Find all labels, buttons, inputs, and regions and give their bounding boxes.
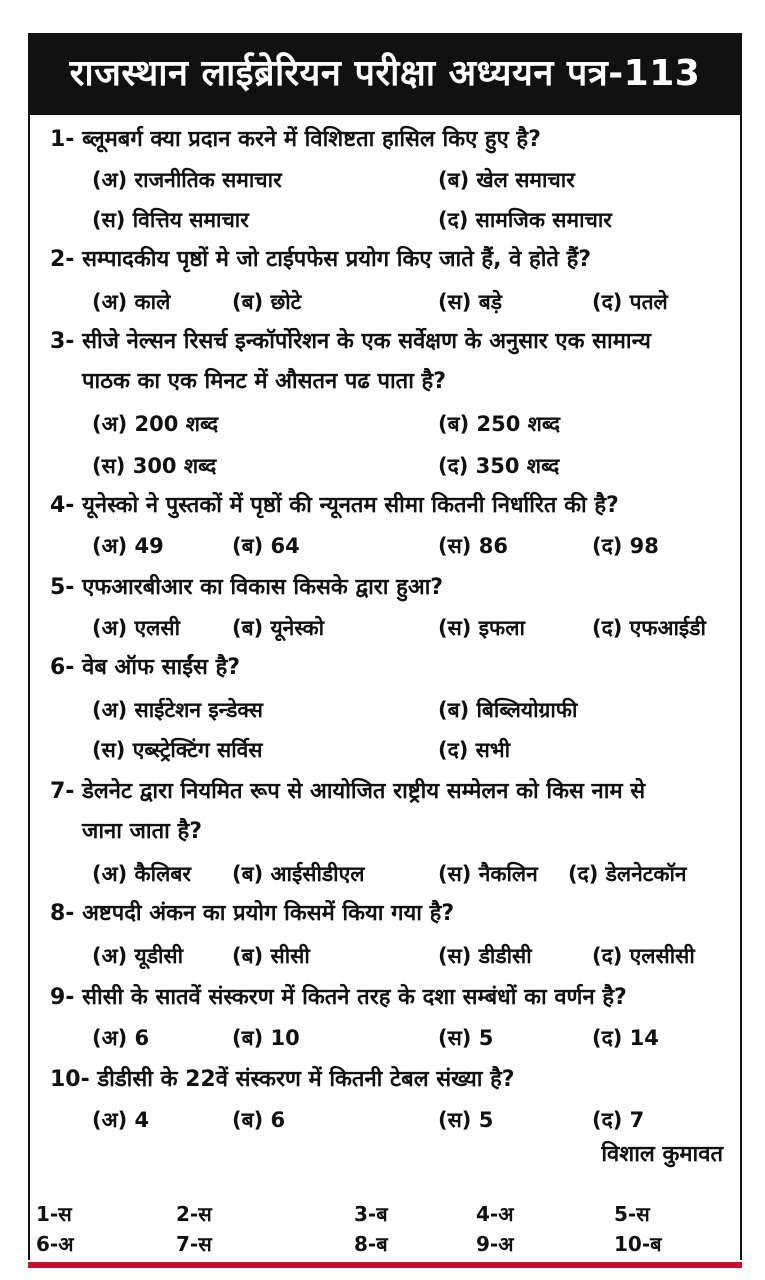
question-10: 10- डीडीसी के 22वें संस्करण में कितनी टेबल संख्या है? <box>50 1067 515 1092</box>
question-3-line2: पाठक का एक मिनट में औसतन पढ पाता है? <box>82 369 446 394</box>
answer: 3-ब <box>354 1202 388 1226</box>
question-3 <box>50 326 725 398</box>
option: (अ) 4 <box>92 1108 150 1132</box>
options-3a <box>92 408 732 440</box>
option: (द) 350 शब्द <box>438 454 560 478</box>
option: (ब) बिब्लियोग्राफी <box>438 698 578 722</box>
option: (स) एब्स्ट्रेक्टिंग सर्विस <box>92 738 263 762</box>
option: (स) वित्तिय समाचार <box>92 208 249 232</box>
options-2 <box>92 286 732 318</box>
answer: 1-स <box>36 1202 72 1226</box>
option: (अ) एलसी <box>92 616 181 640</box>
answer: 2-स <box>176 1202 212 1226</box>
option: (द) 7 <box>592 1108 645 1132</box>
option: (अ) काले <box>92 290 171 314</box>
option: (ब) छोटे <box>232 290 302 314</box>
option: (ब) 10 <box>232 1026 300 1050</box>
question-9: 9- सीसी के सातवें संस्करण में कितने तरह के दशा सम्बंधों का वर्णन है? <box>50 985 627 1010</box>
option: (द) पतले <box>592 290 668 314</box>
question-6: 6- वेब ऑफ साईंस है? <box>50 655 241 680</box>
question-7-line2: जाना जाता है? <box>82 819 202 844</box>
question-7-line1: 7- डेलनेट द्वारा नियमित रूप से आयोजित राष्ट्रीय सम्मेलन को किस नाम से <box>50 779 646 804</box>
options-10 <box>92 1104 732 1136</box>
question-1: 1- ब्लूमबर्ग क्या प्रदान करने में विशिष्टता हासिल किए हुए है? <box>50 127 541 152</box>
answer-key-row-1 <box>36 1200 726 1230</box>
answer: 10-ब <box>614 1232 662 1256</box>
question-3-line1: 3- सीजे नेल्सन रिसर्च इन्कॉर्पोरेशन के एक सर्वेक्षण के अनुसार एक सामान्य <box>50 329 651 354</box>
option: (स) डीडीसी <box>438 944 532 968</box>
options-9 <box>92 1022 732 1054</box>
question-8: 8- अष्टपदी अंकन का प्रयोग किसमें किया गया है? <box>50 901 455 926</box>
bottom-red-rule <box>28 1262 742 1268</box>
answer: 6-अ <box>36 1232 74 1256</box>
option: (द) डेलनेटकॉन <box>568 862 687 886</box>
options-6a <box>92 694 732 726</box>
option: (द) एलसीसी <box>592 944 695 968</box>
option: (द) 98 <box>592 534 659 558</box>
option: (स) नैकलिन <box>438 862 538 886</box>
option: (ब) 250 शब्द <box>438 412 561 436</box>
option: (ब) आईसीडीएल <box>232 862 365 886</box>
option: (स) 86 <box>438 534 508 558</box>
options-3b <box>92 450 732 482</box>
option: (अ) यूडीसी <box>92 944 184 968</box>
option: (द) 14 <box>592 1026 659 1050</box>
option: (ब) 64 <box>232 534 300 558</box>
question-7 <box>50 776 725 848</box>
answer: 5-स <box>614 1202 650 1226</box>
options-4 <box>92 530 732 562</box>
option: (स) 5 <box>438 1108 494 1132</box>
question-5: 5- एफआरबीआर का विकास किसके द्वारा हुआ? <box>50 575 444 600</box>
page-title: राजस्थान लाईब्रेरियन परीक्षा अध्ययन पत्र-113 <box>28 33 742 115</box>
option: (ब) यूनेस्को <box>232 616 325 640</box>
option: (स) 300 शब्द <box>92 454 217 478</box>
option: (अ) 49 <box>92 534 164 558</box>
option: (द) एफआईडी <box>592 616 706 640</box>
answer: 4-अ <box>476 1202 514 1226</box>
option: (स) बड़े <box>438 290 502 314</box>
option: (अ) राजनीतिक समाचार <box>92 168 282 192</box>
question-4: 4- यूनेस्को ने पुस्तकों में पृष्ठों की न्यूनतम सीमा कितनी निर्धारित की है? <box>50 493 619 518</box>
options-1a <box>92 164 732 196</box>
option: (अ) 6 <box>92 1026 150 1050</box>
option: (ब) खेल समाचार <box>438 168 575 192</box>
answer-key-row-2 <box>36 1230 726 1260</box>
answer: 8-ब <box>354 1232 388 1256</box>
author-signature: विशाल कुमावत <box>601 1142 723 1167</box>
options-5 <box>92 612 732 644</box>
option: (ब) 6 <box>232 1108 286 1132</box>
answer: 9-अ <box>476 1232 514 1256</box>
option: (ब) सीसी <box>232 944 310 968</box>
option: (अ) 200 शब्द <box>92 412 219 436</box>
option: (अ) साईटेशन इन्डेक्स <box>92 698 263 722</box>
option: (स) इफला <box>438 616 525 640</box>
question-2: 2- सम्पादकीय पृष्ठों मे जो टाईपफेस प्रयोग किए जाते हैं, वे होते हैं? <box>50 247 592 272</box>
option: (स) 5 <box>438 1026 494 1050</box>
options-1b <box>92 204 732 236</box>
option: (अ) कैलिबर <box>92 862 191 886</box>
options-6b <box>92 734 732 766</box>
options-7 <box>92 858 732 890</box>
options-8 <box>92 940 732 972</box>
answer: 7-स <box>176 1232 212 1256</box>
option: (द) सभी <box>438 738 511 762</box>
option: (द) सामजिक समाचार <box>438 208 612 232</box>
